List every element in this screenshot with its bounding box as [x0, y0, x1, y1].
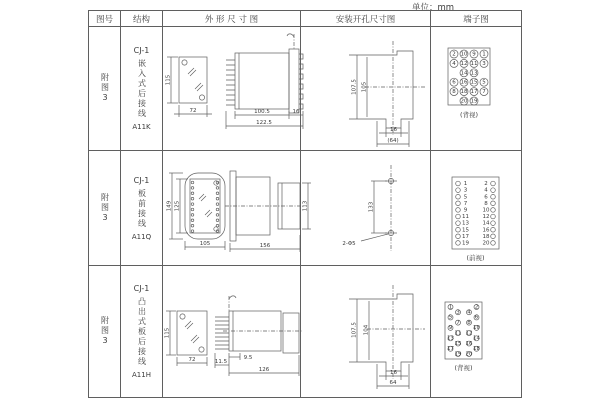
terminal-caption: (前视) — [465, 254, 485, 262]
svg-text:2: 2 — [483, 181, 488, 188]
svg-text:16: 16 — [465, 340, 472, 347]
unit-label: 单位：mm — [411, 3, 455, 13]
svg-text:1: 1 — [481, 51, 486, 58]
terminal-caption: (背视) — [459, 111, 478, 119]
svg-text:11: 11 — [454, 329, 461, 336]
row1-fig-no — [89, 27, 121, 151]
svg-text:3: 3 — [455, 309, 460, 316]
row2-install-drawing — [301, 151, 431, 266]
cutout-view — [349, 285, 425, 389]
svg-text:14: 14 — [482, 220, 489, 227]
drill-view — [342, 165, 397, 251]
svg-text:12: 12 — [465, 329, 472, 336]
svg-text:7: 7 — [463, 200, 467, 207]
row3-fig-no — [89, 266, 121, 397]
svg-text:10: 10 — [482, 207, 489, 214]
svg-text:10: 10 — [472, 324, 480, 331]
header-fig-no: 图号 — [89, 11, 121, 27]
svg-text:1: 1 — [448, 303, 452, 310]
dim-cutout-inner-h: 104 — [363, 324, 370, 335]
svg-text:17: 17 — [470, 89, 477, 96]
svg-text:1: 1 — [463, 181, 467, 188]
dim-front-outer-h: 149 — [166, 200, 173, 212]
cutout-view — [349, 41, 425, 147]
svg-text:4: 4 — [466, 309, 471, 316]
svg-text:17: 17 — [446, 345, 454, 352]
dim-pin-length: 11.5 — [214, 358, 228, 365]
svg-text:18: 18 — [472, 345, 480, 352]
dim-side-height: 113 — [302, 200, 309, 212]
svg-text:8: 8 — [483, 200, 488, 207]
row2-structure — [121, 151, 163, 266]
svg-text:20: 20 — [460, 98, 467, 105]
svg-text:8: 8 — [451, 89, 456, 96]
row1-structure — [121, 27, 163, 151]
svg-text:14: 14 — [472, 335, 480, 342]
svg-text:18: 18 — [460, 89, 467, 96]
svg-text:18: 18 — [482, 233, 489, 240]
header-terminal: 端子图 — [431, 11, 521, 27]
row3-outline-drawing — [163, 266, 301, 397]
dim-cutout-outer-h: 107.5 — [351, 321, 358, 338]
dim-cutout-width: 64 — [389, 379, 397, 386]
dim-front-height: 115 — [164, 327, 171, 338]
row3-install-drawing — [301, 266, 431, 397]
svg-text:8: 8 — [466, 319, 471, 326]
model-label: CJ-1 — [133, 175, 150, 185]
dim-tab-width: 16 — [390, 127, 397, 133]
row1-install-drawing — [301, 27, 431, 151]
svg-text:4: 4 — [483, 187, 488, 194]
structure-label: 嵌入式后接线 — [137, 59, 147, 119]
dim-side-total: 122.5 — [256, 120, 272, 126]
fig-label: 附图3 — [100, 316, 110, 347]
dim-front-inner-h: 125 — [174, 200, 181, 212]
type-code: A11Q — [131, 232, 152, 241]
svg-text:2: 2 — [474, 303, 478, 310]
svg-text:3: 3 — [463, 187, 467, 194]
fig-label: 附图3 — [100, 192, 110, 224]
svg-text:6: 6 — [483, 194, 488, 201]
dim-side-flange: 16 — [292, 109, 300, 115]
side-view — [215, 295, 303, 375]
svg-text:9: 9 — [463, 207, 467, 214]
svg-text:13: 13 — [470, 70, 477, 77]
svg-text:11: 11 — [461, 214, 469, 221]
spec-table — [88, 10, 522, 398]
svg-text:6: 6 — [451, 79, 456, 86]
svg-text:5: 5 — [481, 79, 486, 86]
svg-text:14: 14 — [460, 70, 467, 77]
header-outline: 外 形 尺 寸 图 — [163, 11, 301, 27]
hole-spec-label: 2-Φ5 — [342, 241, 356, 247]
svg-text:15: 15 — [461, 227, 469, 234]
svg-text:7: 7 — [455, 319, 460, 326]
structure-label: 板前接线 — [137, 188, 147, 229]
terminal-caption: (背视) — [453, 363, 473, 372]
dim-front-width: 105 — [199, 241, 211, 247]
svg-text:5: 5 — [448, 314, 452, 321]
terminal-cols-a11q — [455, 181, 495, 246]
dim-hole-spacing: 133 — [368, 201, 375, 213]
dim-cutout-width: (64) — [387, 138, 399, 144]
svg-text:5: 5 — [463, 194, 467, 201]
row3-terminal-diagram — [431, 266, 521, 397]
model-label: CJ-1 — [133, 46, 150, 55]
svg-text:16: 16 — [460, 79, 467, 86]
dim-cutout-outer-h: 107.5 — [351, 79, 358, 95]
header-install: 安装开孔尺寸图 — [301, 11, 431, 27]
model-label: CJ-1 — [133, 284, 150, 293]
svg-text:10: 10 — [460, 51, 467, 58]
row1-outline-drawing — [163, 27, 301, 151]
svg-text:12: 12 — [460, 60, 467, 67]
front-view — [165, 311, 208, 366]
svg-text:15: 15 — [454, 340, 461, 347]
svg-text:3: 3 — [481, 60, 486, 67]
dim-side-length: 126 — [258, 366, 270, 373]
dim-cutout-inner-h: 105 — [361, 81, 368, 93]
row1-terminal-diagram — [431, 27, 521, 151]
svg-text:19: 19 — [470, 98, 477, 105]
row2-outline-drawing — [163, 151, 309, 266]
svg-text:19: 19 — [454, 350, 461, 357]
svg-text:13: 13 — [446, 335, 454, 342]
front-view — [167, 173, 226, 250]
svg-text:20: 20 — [465, 350, 472, 357]
svg-text:12: 12 — [482, 214, 489, 221]
side-view — [225, 171, 311, 252]
svg-text:20: 20 — [482, 240, 489, 247]
fig-label: 附图3 — [100, 73, 110, 104]
structure-label: 凸出式板后接线 — [137, 297, 147, 367]
svg-text:13: 13 — [461, 220, 469, 227]
terminal-zigzag-a11h — [447, 304, 480, 357]
svg-text:17: 17 — [461, 233, 469, 240]
svg-text:15: 15 — [470, 79, 477, 86]
type-code: A11K — [132, 123, 151, 131]
svg-text:2: 2 — [451, 51, 456, 58]
svg-text:6: 6 — [474, 314, 478, 321]
terminal-grid-a11k — [450, 50, 488, 105]
dim-front-offset: 9.5 — [243, 354, 253, 361]
svg-text:7: 7 — [481, 89, 486, 96]
dim-front-height: 115 — [165, 74, 172, 86]
type-code: A11H — [132, 371, 151, 379]
dim-front-width: 72 — [189, 108, 197, 114]
dim-side-body: 100.5 — [254, 109, 270, 115]
svg-text:9: 9 — [471, 51, 476, 58]
row3-structure — [121, 266, 163, 397]
dim-tab-width: 16 — [390, 369, 397, 376]
svg-text:4: 4 — [451, 60, 456, 67]
svg-text:11: 11 — [470, 60, 477, 67]
dim-front-width: 72 — [188, 356, 196, 363]
row2-terminal-diagram — [431, 151, 521, 266]
svg-text:19: 19 — [461, 240, 469, 247]
row2-fig-no — [89, 151, 121, 266]
svg-text:9: 9 — [448, 324, 452, 331]
front-view — [166, 57, 213, 117]
dim-side-length: 156 — [259, 243, 271, 249]
svg-text:16: 16 — [482, 227, 489, 234]
side-view — [226, 34, 303, 129]
header-structure: 结构 — [121, 11, 163, 27]
